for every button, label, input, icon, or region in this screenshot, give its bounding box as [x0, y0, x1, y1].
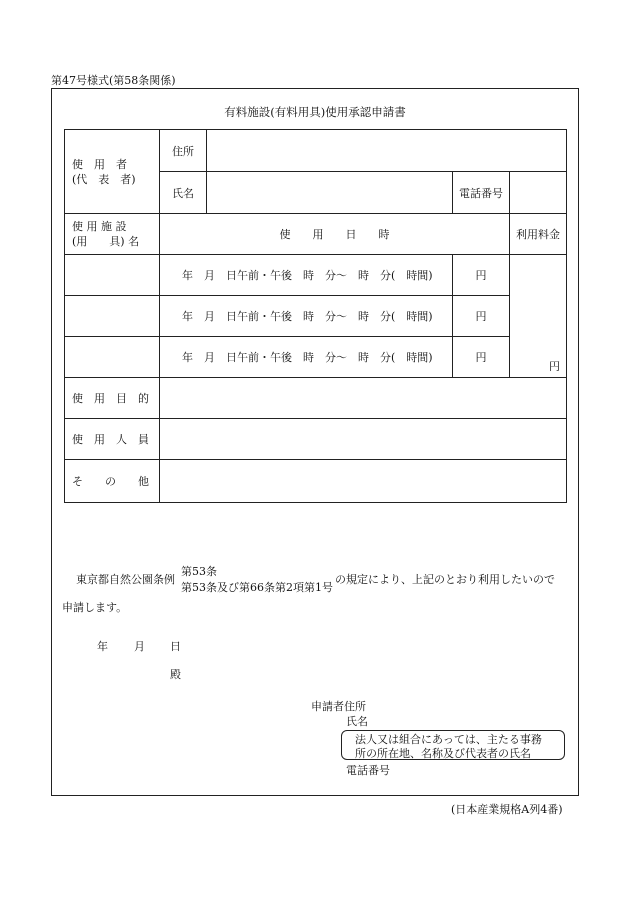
usage-slot-row	[65, 337, 567, 378]
usage-datetime[interactable]: 年 月 日午前・午後 時 分〜 時 分( 時間)	[160, 296, 453, 337]
addressee-honorific: 殿	[170, 668, 181, 681]
representative-label: (代 表 者)	[72, 172, 136, 186]
applicant-note-line-1: 法人又は組合にあっては、主たる事務	[355, 733, 542, 746]
facility-name-field[interactable]	[65, 255, 160, 296]
address-label: 住所	[160, 130, 207, 172]
article-option-a: 第53条	[181, 565, 217, 578]
phone-label: 電話番号	[453, 172, 510, 214]
usage-datetime[interactable]: 年 月 日午前・午後 時 分〜 時 分( 時間)	[160, 337, 453, 378]
applicant-address-row	[65, 130, 567, 172]
date-day: 日	[170, 640, 181, 653]
datetime-header: 使 用 日 時	[160, 214, 510, 255]
application-table	[64, 129, 567, 503]
total-fee-cell[interactable]	[510, 255, 567, 378]
user-label-cell	[65, 130, 160, 214]
date-month: 月	[134, 640, 145, 653]
applicant-note-line-2: 所の所在地、名称及び代表者の氏名	[355, 747, 531, 760]
table-header-row	[65, 214, 567, 255]
slot-fee[interactable]: 円	[453, 255, 510, 296]
purpose-field[interactable]	[160, 378, 567, 419]
facility-name-field[interactable]	[65, 337, 160, 378]
user-label: 使 用 者	[72, 157, 127, 171]
slot-fee[interactable]: 円	[453, 337, 510, 378]
total-fee-unit: 円	[549, 360, 560, 373]
usage-slot-row	[65, 255, 567, 296]
name-label: 氏名	[160, 172, 207, 214]
form-number: 第47号様式(第58条関係)	[51, 74, 176, 87]
applicant-phone-label: 電話番号	[346, 764, 390, 777]
other-label: そ の 他	[65, 460, 160, 503]
purpose-row	[65, 378, 567, 419]
address-field[interactable]	[207, 130, 567, 172]
people-label: 使 用 人 員	[65, 419, 160, 460]
name-field[interactable]	[207, 172, 453, 214]
date-year: 年	[97, 640, 108, 653]
facility-label: 使 用 施 設	[72, 220, 127, 233]
usage-slot-row	[65, 296, 567, 337]
people-field[interactable]	[160, 419, 567, 460]
other-row	[65, 460, 567, 503]
paper-size-note: (日本産業規格A列4番)	[451, 803, 563, 816]
slot-fee[interactable]: 円	[453, 296, 510, 337]
fee-header: 利用料金	[510, 214, 567, 255]
statement-continuation: の規定により、上記のとおり利用したいので	[335, 573, 555, 586]
other-field[interactable]	[160, 460, 567, 503]
statement-line-2: 申請します。	[62, 601, 128, 614]
people-row	[65, 419, 567, 460]
purpose-label: 使 用 目 的	[65, 378, 160, 419]
applicant-name-label: 氏名	[346, 715, 368, 728]
facility-name-field[interactable]	[65, 296, 160, 337]
phone-field[interactable]	[510, 172, 567, 214]
applicant-address-label: 申請者住所	[311, 700, 366, 713]
document-title: 有料施設(有料用具)使用承認申請書	[224, 105, 406, 119]
facility-label-cell	[65, 214, 160, 255]
ordinance-name: 東京都自然公園条例	[76, 573, 175, 586]
usage-datetime[interactable]: 年 月 日午前・午後 時 分〜 時 分( 時間)	[160, 255, 453, 296]
article-option-b: 第53条及び第66条第2項第1号	[181, 581, 333, 594]
equipment-label: (用 具) 名	[72, 235, 140, 248]
